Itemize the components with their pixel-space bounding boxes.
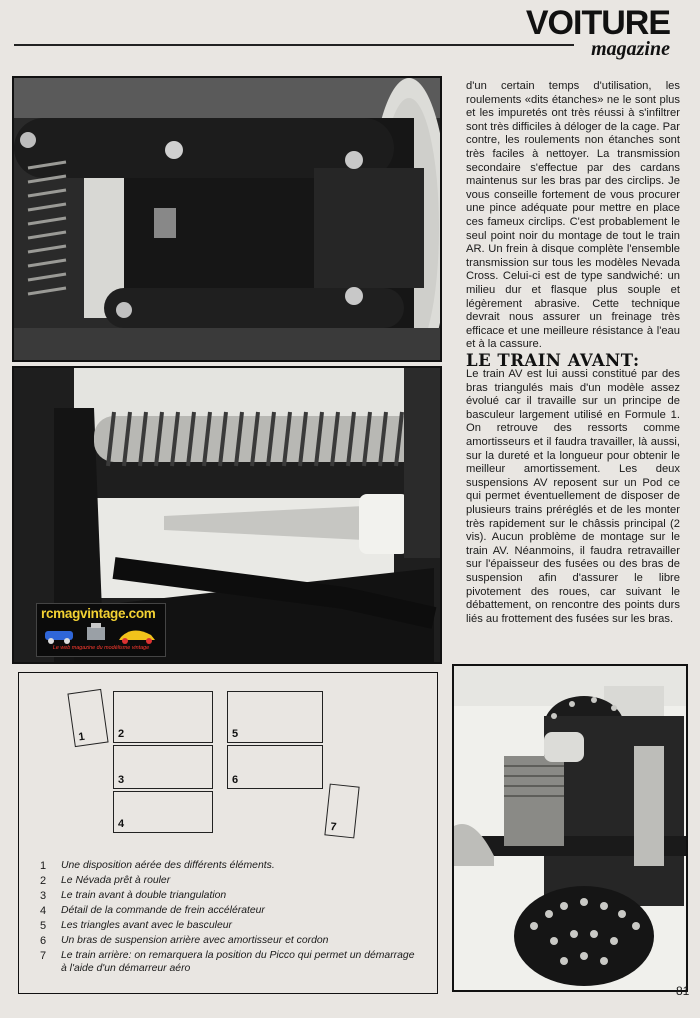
caption-number: 5: [40, 920, 47, 932]
caption-text: Le Névada prêt à rouler: [61, 875, 171, 886]
caption-item: [40, 875, 420, 890]
article-paragraph: Le train AV est lui aussi constitué par des bras triangulés mais d'un modèle assez évolué car il travaille sur un principe de basculeur largement utilisé en Formule 1. On retrouve des ressorts comme amortisseurs et il faudra travailler, là aussi, sur la dureté et la longueur pour obtenir le meilleur amortissement. Les deux suspensions AV reposent sur un Pod ce qui permet éventuellement de disposer de plusieurs trains préréglés et de les monter très rapidement sur le châssis principal (2 vis). Aucun problème de montage sur le train AV. Néanmoins, il faudra retravailler sur l'épaisseur des fusées ou des bras de suspension afin d'assurer le libre pivotement des roues, car suivant le débattement, on rencontre des points durs liés au frottement des fusées sur les bras.: [466, 368, 680, 625]
layout-box-7: [324, 784, 359, 839]
layout-box-4: [113, 791, 213, 833]
caption-number: 3: [40, 890, 47, 902]
caption-item: [40, 860, 420, 875]
caption-item: [40, 935, 420, 950]
caption-text: Les triangles avant avec le basculeur: [61, 920, 232, 931]
layout-box-number: 1: [77, 730, 86, 744]
caption-number: 1: [40, 860, 47, 872]
header-rule: [14, 44, 574, 46]
layout-box-2: [113, 691, 213, 743]
caption-text: Un bras de suspension arrière avec amortisseur et cordon: [61, 935, 329, 946]
toy-cars-icon: [43, 623, 161, 645]
caption-text: Le train arrière: on remarquera la position du Picco qui permet un démarrage à l'aide d'un démarreur aéro: [61, 950, 415, 974]
layout-box-number: 6: [232, 774, 239, 786]
layout-box-number: 4: [118, 818, 125, 830]
caption-list: [40, 860, 420, 976]
caption-text: Une disposition aérée des différents éléments.: [61, 860, 275, 871]
layout-box-6: [227, 745, 323, 789]
layout-box-number: 5: [232, 728, 239, 740]
article-column-bottom: [466, 368, 680, 626]
caption-number: 6: [40, 935, 47, 947]
caption-item: [40, 950, 420, 976]
layout-box-number: 2: [118, 728, 125, 740]
layout-box-1: [67, 689, 108, 747]
article-column-top: [466, 80, 680, 352]
layout-box-3: [113, 745, 213, 789]
caption-item: [40, 905, 420, 920]
caption-number: 4: [40, 905, 47, 917]
section-heading: LE TRAIN AVANT:: [466, 351, 640, 370]
caption-item: [40, 890, 420, 905]
layout-box-5: [227, 691, 323, 743]
caption-item: [40, 920, 420, 935]
brand-title: VOITURE: [525, 4, 670, 42]
photo-rear-suspension: [12, 76, 442, 362]
page-number: 81: [676, 984, 690, 998]
watermark-badge: [36, 603, 166, 657]
caption-text: Détail de la commande de frein accélérateur: [61, 905, 265, 916]
caption-number: 2: [40, 875, 47, 887]
brand-subtitle: magazine: [591, 38, 670, 60]
photo-rear-train-engine: [452, 664, 688, 992]
bleed-through-text: [180, 0, 540, 80]
watermark-title: rcmagvintage.com: [41, 606, 156, 621]
layout-box-number: 3: [118, 774, 125, 786]
layout-box-number: 7: [329, 820, 337, 834]
caption-text: Le train avant à double triangulation: [61, 890, 227, 901]
article-paragraph: d'un certain temps d'utilisation, les roulements «dits étanches» ne le sont plus et les impuretés ont très réussi à s'infiltrer sont très difficiles à déloger de la cage. Par contre, les roulements non étanches sont très faciles à nettoyer. La transmission secondaire s'effectue par des cardans maintenus sur les bras par des circlips. Je vous conseille fortement de vous procurer une pince adéquate pour mettre en place ces fameux circlips. C'est probablement le seul point noir du montage de tout le train AR. Un frein à disque complète l'ensemble transmission sur tous les modèles Nevada Cross. Celui-ci est de type sandwiché: un milieu dur et flasque plus souple et légèrement abrasive. Cette technique devrait nous assurer un freinage très efficace et une meilleure résistance à l'eau et à la cassure.: [466, 80, 680, 351]
watermark-tagline: Le web magazine du modélisme vintage: [52, 645, 150, 651]
caption-number: 7: [40, 950, 47, 962]
